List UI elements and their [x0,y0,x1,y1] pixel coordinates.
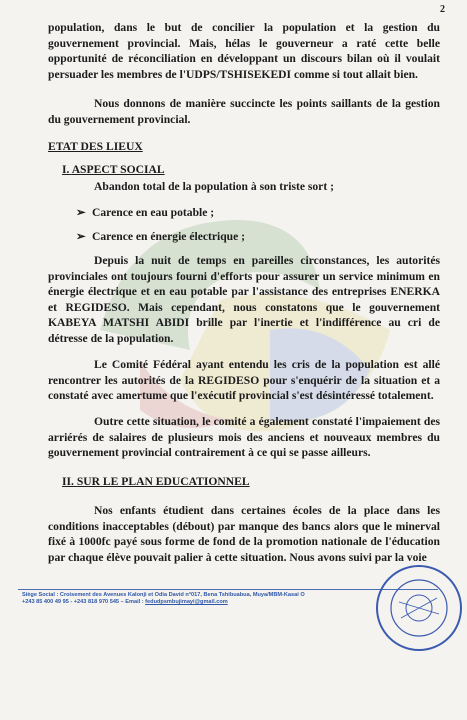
heading-etat-des-lieux: ETAT DES LIEUX [48,140,143,153]
paragraph-services: Depuis la nuit de temps en pareilles circonstances, les autorités provinciales ont toujours fourni d'efforts pour assurer un service minimum en énergie électrique et en eau potable par l'assistance des entreprises ENERKA et REGIDESO. Mais cependant, nous constatons que le gouvernement KABEYA MATSHI ABIDI brille par l'inertie et l'indifférence au cri de détresse de la population. [48,254,440,345]
bullet-item: ➢ Carence en eau potable ; [76,206,215,219]
heading-aspect-social: I. ASPECT SOCIAL [62,163,165,176]
abandon-line: Abandon total de la population à son triste sort ; [94,180,334,193]
paragraph-comite: Le Comité Fédéral ayant entendu les cris de la population est allé rencontrer les autorités de la REGIDESO pour s'enquérir de la situation et a constaté avec amertume que l'exécutif provincial s'est désintéressé totalement. [48,358,440,403]
official-stamp [373,562,465,654]
footer-address: Siège Social : Croisement des Avenues Kalonji et Odia David n°017, Bena Tshibuabua, Muya/MBM-Kasai O +243 85 400 49 95 - +243 818 970 545 – Email : fedudpsmbujimayi@gmail.com [22,592,305,606]
paragraph-education: Nos enfants étudient dans certaines écoles de la place dans les conditions inacceptables (débout) par manque des bancs alors que le minerval fixé à 1000fc payé sous forme de fond de la promotion nationale de l'éducation par chaque élève pouvait palier à cette situation. Nous avons suivi par la voie [48,504,440,564]
paragraph-intro: population, dans le but de concilier la population et la gestion du gouvernement provincial. Mais, hélas le gouverneur a raté cette belle opportunité de réconciliation en développant un discours bilan où il voulait persuader les membres de l'UDPS/TSHISEKEDI comme si tout allait bien. [48,21,440,81]
heading-plan-educationnel: II. SUR LE PLAN EDUCATIONNEL [62,475,250,488]
paragraph-summary: Nous donnons de manière succincte les points saillants de la gestion du gouvernement provincial. [48,97,440,126]
bullet-item: ➢ Carence en énergie électrique ; [76,230,246,243]
arrow-bullet-icon: ➢ [76,230,86,243]
page-number: 2 [440,4,445,15]
paragraph-salaires: Outre cette situation, le comité a également constaté l'impaiement des arriérés de salaires de plusieurs mois des anciens et nouveaux membres du gouvernement provincial contrairement à ce qui se passe ailleurs. [48,415,440,460]
footer-email-link[interactable]: fedudpsmbujimayi@gmail.com [145,599,228,606]
arrow-bullet-icon: ➢ [76,206,86,219]
